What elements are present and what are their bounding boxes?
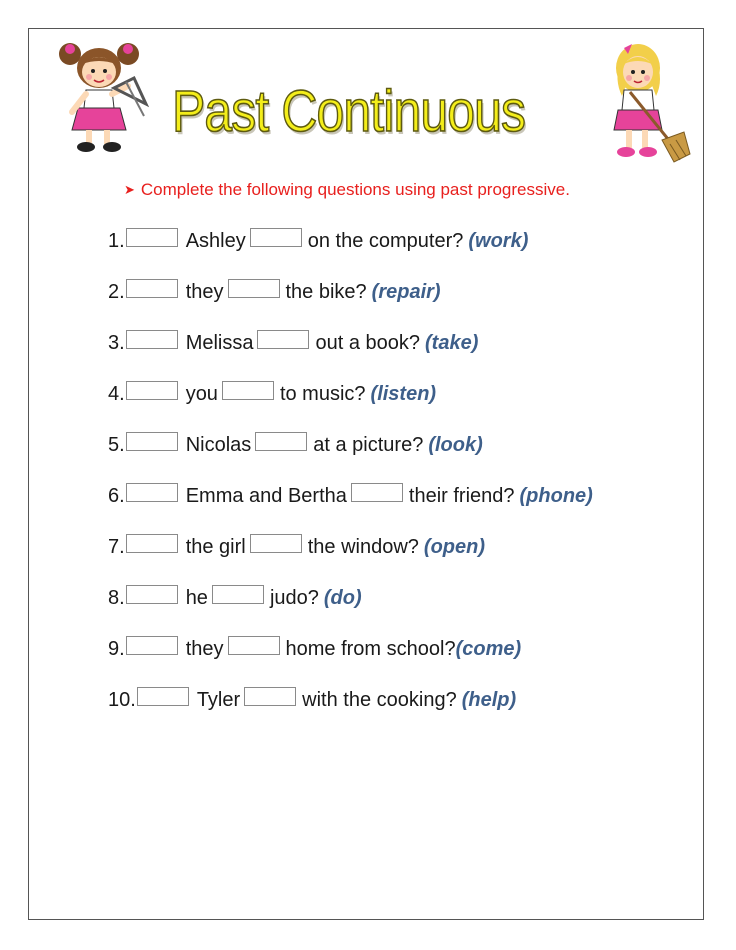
question-number: 8. bbox=[108, 586, 125, 609]
question-2 bbox=[108, 277, 441, 307]
question-subject: Ashley bbox=[185, 229, 246, 252]
arrowhead-bullet-icon: ➤ bbox=[124, 182, 135, 197]
answer-box-verb[interactable] bbox=[250, 228, 302, 247]
answer-box-verb[interactable] bbox=[257, 330, 309, 349]
answer-box-verb[interactable] bbox=[212, 585, 264, 604]
question-number: 9. bbox=[108, 637, 125, 660]
answer-box-auxiliary[interactable] bbox=[126, 330, 178, 349]
verb-hint: (come) bbox=[455, 637, 522, 660]
question-rest: at a picture? bbox=[313, 433, 424, 456]
instruction-text: Complete the following questions using past progressive. bbox=[140, 180, 570, 199]
question-4 bbox=[108, 379, 436, 409]
question-number: 7. bbox=[108, 535, 125, 558]
question-number: 5. bbox=[108, 433, 125, 456]
question-subject: Emma and Bertha bbox=[185, 484, 347, 507]
question-rest: to music? bbox=[279, 382, 366, 405]
answer-box-auxiliary[interactable] bbox=[126, 636, 178, 655]
answer-box-verb[interactable] bbox=[351, 483, 403, 502]
question-rest: their friend? bbox=[408, 484, 515, 507]
verb-hint: (look) bbox=[428, 433, 483, 456]
verb-hint: (repair) bbox=[371, 280, 441, 303]
question-rest: home from school? bbox=[285, 637, 456, 660]
question-number: 3. bbox=[108, 331, 125, 354]
question-rest: with the cooking? bbox=[302, 688, 457, 711]
answer-box-auxiliary[interactable] bbox=[126, 279, 178, 298]
question-subject: Tyler bbox=[196, 688, 241, 711]
question-subject: Melissa bbox=[185, 331, 254, 354]
answer-box-verb[interactable] bbox=[228, 279, 280, 298]
answer-box-auxiliary[interactable] bbox=[126, 432, 178, 451]
verb-hint: (phone) bbox=[519, 484, 593, 507]
question-8 bbox=[108, 583, 362, 613]
question-3 bbox=[108, 328, 478, 358]
question-number: 10. bbox=[108, 688, 136, 711]
question-7 bbox=[108, 532, 485, 562]
question-number: 1. bbox=[108, 229, 125, 252]
question-9 bbox=[108, 634, 521, 664]
answer-box-verb[interactable] bbox=[250, 534, 302, 553]
question-number: 2. bbox=[108, 280, 125, 303]
answer-box-auxiliary[interactable] bbox=[126, 585, 178, 604]
answer-box-verb[interactable] bbox=[244, 687, 296, 706]
worksheet-border bbox=[28, 28, 704, 920]
answer-box-auxiliary[interactable] bbox=[126, 534, 178, 553]
question-10 bbox=[108, 685, 516, 715]
verb-hint: (do) bbox=[323, 586, 362, 609]
verb-hint: (open) bbox=[423, 535, 485, 558]
question-subject: you bbox=[185, 382, 218, 405]
question-subject: Nicolas bbox=[185, 433, 252, 456]
verb-hint: (work) bbox=[468, 229, 529, 252]
question-5 bbox=[108, 430, 483, 460]
page-title: Past Continuous bbox=[172, 79, 526, 144]
answer-box-auxiliary[interactable] bbox=[126, 228, 178, 247]
question-rest: out a book? bbox=[315, 331, 421, 354]
answer-box-verb[interactable] bbox=[228, 636, 280, 655]
question-subject: the girl bbox=[185, 535, 246, 558]
verb-hint: (help) bbox=[461, 688, 517, 711]
answer-box-auxiliary[interactable] bbox=[137, 687, 189, 706]
answer-box-verb[interactable] bbox=[255, 432, 307, 451]
question-rest: the window? bbox=[307, 535, 419, 558]
question-number: 6. bbox=[108, 484, 125, 507]
answer-box-auxiliary[interactable] bbox=[126, 381, 178, 400]
question-number: 4. bbox=[108, 382, 125, 405]
question-subject: they bbox=[185, 637, 224, 660]
girl-with-triangle-clipart bbox=[56, 38, 152, 156]
answer-box-verb[interactable] bbox=[222, 381, 274, 400]
instruction-line bbox=[124, 180, 570, 200]
verb-hint: (take) bbox=[425, 331, 479, 354]
verb-hint: (listen) bbox=[370, 382, 437, 405]
question-rest: the bike? bbox=[285, 280, 367, 303]
question-6 bbox=[108, 481, 593, 511]
question-rest: on the computer? bbox=[307, 229, 464, 252]
question-1 bbox=[108, 226, 528, 256]
question-subject: they bbox=[185, 280, 224, 303]
question-subject: he bbox=[185, 586, 208, 609]
answer-box-auxiliary[interactable] bbox=[126, 483, 178, 502]
question-rest: judo? bbox=[269, 586, 319, 609]
girl-with-broom-clipart bbox=[604, 40, 694, 168]
